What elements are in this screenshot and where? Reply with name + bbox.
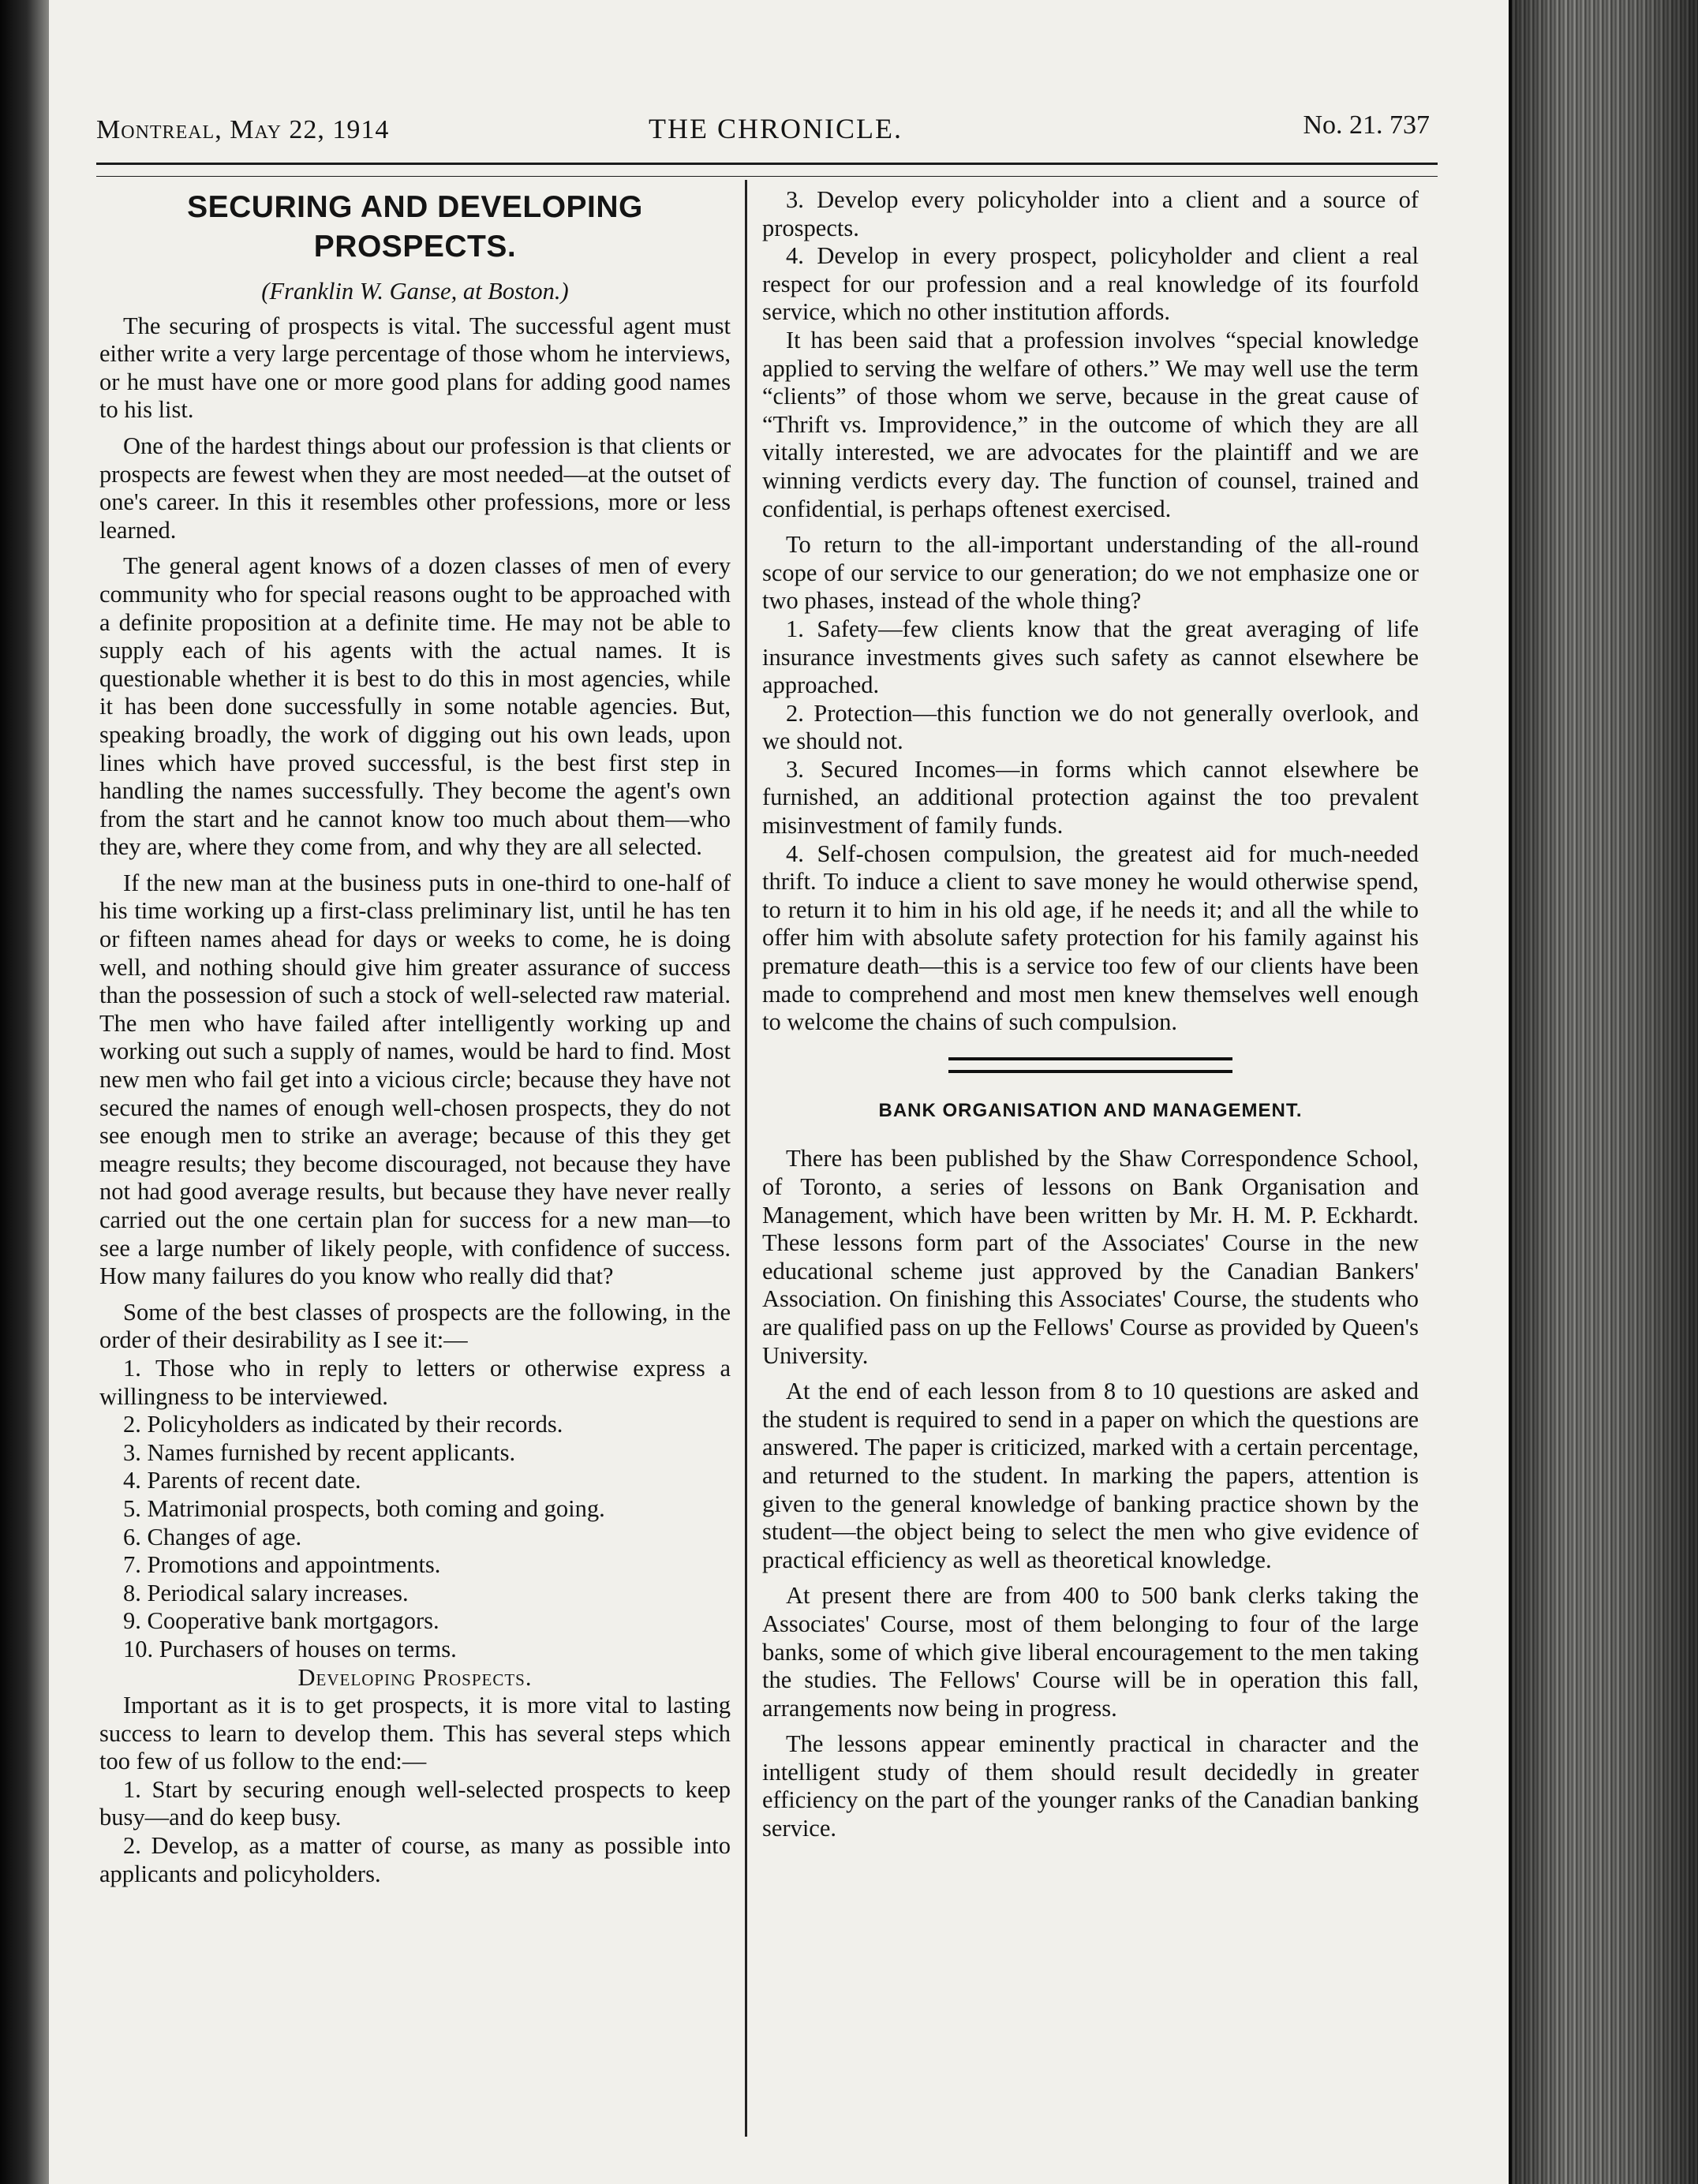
- list-item: 5. Matrimonial prospects, both coming and going.: [123, 1494, 605, 1522]
- running-header: [96, 109, 1430, 156]
- list-item: 2. Protection—this function we do not generally overlook, and we should not.: [762, 699, 1419, 755]
- article-title-line-1: SECURING AND DEVELOPING: [187, 190, 643, 224]
- right-column: [762, 186, 1419, 1843]
- article-title: [99, 188, 731, 267]
- left-column: [99, 186, 731, 1888]
- paragraph: One of the hardest things about our profession is that clients or prospects are fewest when they are most needed—at the outset of one's career. In this it resembles other professions, more or less learned.: [99, 432, 731, 544]
- spine-shadow: [1509, 0, 1698, 2184]
- steps-list: [99, 1776, 731, 1888]
- subheading: Developing Prospects.: [297, 1663, 533, 1691]
- section-divider-ornament: [948, 1057, 1232, 1073]
- list-item: 3. Secured Incomes—in forms which cannot elsewhere be furnished, an additional protection against the too prevalent misinvestment of family funds.: [762, 755, 1419, 840]
- steps-list-continued: [762, 186, 1419, 327]
- prospect-list: [99, 1355, 731, 1664]
- list-item: 1. Safety—few clients know that the great averaging of life insurance investments gives such safety as cannot elsewhere be approached.: [762, 615, 1419, 699]
- list-item: 4. Self-chosen compulsion, the greatest aid for much-needed thrift. To induce a client to save money he would otherwise spend, to return it to him in his old age, if he needs it; and all the while to offer him with absolute safety protection for his family against his premature death—this is a service too few of our clients have been made to comprehend and most men knew themselves well enough to welcome the chains of such compulsion.: [762, 840, 1419, 1036]
- paragraph: Important as it is to get prospects, it is more vital to lasting success to learn to develop them. This has several steps which too few of us follow to the end:—: [99, 1692, 731, 1775]
- journal-title: THE CHRONICLE.: [649, 113, 903, 144]
- list-item: 4. Develop in every prospect, policyholder and client a real respect for our profession and a real knowledge of its fourfold service, which no other institution affords.: [762, 242, 1419, 326]
- list-item: 8. Periodical salary increases.: [123, 1579, 409, 1606]
- paragraph: If the new man at the business puts in one-third to one-half of his time working up a first-class preliminary list, until he has ten or fifteen names ahead for days or weeks to come, he is doing well, and nothing should give him greater assurance of success than the possession of such a stock of well-selected raw material. The men who have failed after intelligently working up and working out such a supply of names, would be hard to find. Most new men who fail get into a vicious circle; because they have not secured the names of enough well-chosen prospects, they do not see enough men to strike an average; because of this they get meagre results; they become discouraged, not because they have not had good average results, but because they have never really carried out the one certain plan for success for a new man—to see a large number of likely people, with confidence of success. How many failures do you know who really did that?: [99, 869, 731, 1290]
- list-item: 3. Names furnished by recent applicants.: [123, 1438, 516, 1466]
- paragraph: The general agent knows of a dozen classes of men of every community who for special reasons ought to be approached with a definite proposition at a definite time. He may not be able to supply each of his agents with the actual names. It is questionable whether it is best to do this in most agencies, while it has been done successfully in some notable agencies. But, speaking broadly, the work of digging out his own leads, upon lines which have proved successful, is the best first step in handling the names successfully. They become the agent's own from the start and he cannot know too much about them—who they are, where they come from, and why they are all selected.: [99, 552, 731, 861]
- issue-page-number: No. 21. 737: [1303, 110, 1430, 140]
- paragraph: There has been published by the Shaw Correspondence School, of Toronto, a series of lessons on Bank Organisation and Management, which have been written by Mr. H. M. P. Eckhardt. These lessons form part of the Associates' Course in the new educational scheme just approved by the Canadian Bankers' Association. On finishing this Associates' Course, the students who are qualified pass on up the Fellows' Course as provided by Queen's University.: [762, 1145, 1419, 1369]
- paragraph: The lessons appear eminently practical in character and the intelligent study of them should result decidedly in greater efficiency on the part of the younger ranks of the Canadian banking service.: [762, 1730, 1419, 1842]
- column-divider: [745, 180, 747, 2137]
- paragraph: At the end of each lesson from 8 to 10 questions are asked and the student is required to send in a paper on which the questions are answered. The paper is criticized, marked with a certain percentage, and returned to the student. In marking the papers, attention is given to the general knowledge of banking practice shown by the student—the object being to select the men who give evidence of practical efficiency as well as theoretical knowledge.: [762, 1378, 1419, 1573]
- paragraph: To return to the all-important understanding of the all-round scope of our service to our generation; do we not emphasize one or two phases, instead of the whole thing?: [762, 531, 1419, 615]
- paragraph: It has been said that a profession involves “special knowledge applied to serving the welfare of others.” We may well use the term “clients” of those whom we serve, because in the great cause of “Thrift vs. Improvidence,” in the outcome of which they are all vitally interested, we are advocates for the plaintiff and we are winning verdicts every day. The function of counsel, trained and confidential, is perhaps oftenest exercised.: [762, 326, 1419, 522]
- list-item: 1. Start by securing enough well-selected prospects to keep busy—and do keep busy.: [99, 1775, 731, 1831]
- article-title-line-2: PROSPECTS.: [313, 230, 517, 264]
- paragraph: At present there are from 400 to 500 bank clerks taking the Associates' Course, most of them belonging to four of the large banks, some of which give liberal encouragement to the men taking the studies. The Fellows' Course will be in operation this fall, arrangements now being in progress.: [762, 1582, 1419, 1722]
- list-item: 6. Changes of age.: [123, 1523, 302, 1550]
- article-2-title: BANK ORGANISATION AND MANAGEMENT.: [878, 1099, 1303, 1121]
- newspaper-page: [49, 0, 1523, 2184]
- services-list: [762, 615, 1419, 1037]
- list-item: 2. Policyholders as indicated by their records.: [123, 1411, 563, 1438]
- list-item: 1. Those who in reply to letters or otherwise express a willingness to be interviewed.: [99, 1354, 731, 1410]
- header-rule: [96, 163, 1438, 177]
- byline: (Franklin W. Ganse, at Boston.): [261, 278, 569, 305]
- paragraph: Some of the best classes of prospects are the following, in the order of their desirability as I see it:—: [99, 1298, 731, 1354]
- paragraph: The securing of prospects is vital. The successful agent must either write a very large percentage of those whom he interviews, or he must have one or more good plans for adding good names to his list.: [99, 312, 731, 424]
- left-book-edge: [0, 0, 49, 2184]
- list-item: 7. Promotions and appointments.: [123, 1551, 441, 1579]
- list-item: 10. Purchasers of houses on terms.: [123, 1635, 457, 1662]
- list-item: 9. Cooperative bank mortgagors.: [123, 1607, 439, 1635]
- dateline: Montreal, May 22, 1914: [96, 115, 390, 144]
- list-item: 4. Parents of recent date.: [123, 1467, 361, 1494]
- list-item: 2. Develop, as a matter of course, as many as possible into applicants and policyholders.: [99, 1832, 731, 1887]
- list-item: 3. Develop every policyholder into a client and a source of prospects.: [762, 186, 1419, 241]
